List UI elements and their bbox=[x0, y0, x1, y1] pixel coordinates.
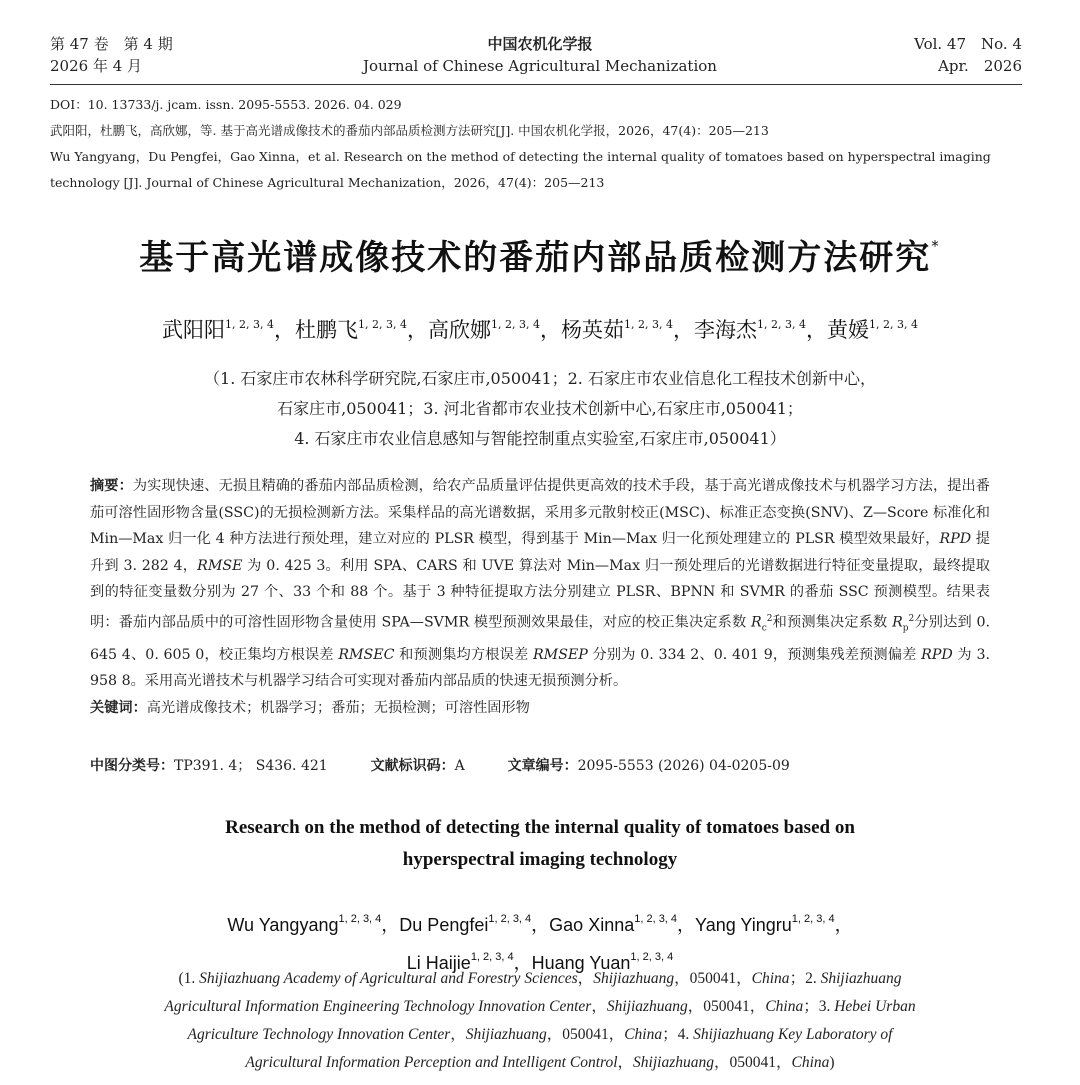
affiliation-en-run: Shijiazhuang bbox=[593, 970, 675, 987]
author-en-name: Huang Yuan bbox=[531, 953, 631, 973]
paper-title-cn-text: 基于高光谱成像技术的番茄内部品质检测方法研究 bbox=[139, 238, 932, 278]
abstract-block bbox=[90, 473, 990, 721]
authors-en-line-1 bbox=[0, 903, 1080, 941]
author-en-name: Li Haijie bbox=[406, 953, 471, 973]
abstract-term-rpd: RPD bbox=[939, 531, 972, 547]
author-separator: ， bbox=[540, 318, 561, 342]
citation-block bbox=[50, 92, 1022, 196]
author-cn-name: 杜鹏飞 bbox=[295, 318, 359, 342]
doc-code-value: A bbox=[454, 758, 465, 774]
abstract-term-rc: R bbox=[751, 614, 762, 631]
author-separator: ， bbox=[805, 318, 827, 342]
affiliation-en-run: ，050041， bbox=[674, 970, 752, 987]
affiliation-en-run: Shijiazhuang Key Laboratory of bbox=[693, 1026, 893, 1043]
author-cn-affil-marks: 1, 2, 3, 4 bbox=[868, 318, 918, 331]
author-en-name: Gao Xinna bbox=[549, 915, 635, 935]
affiliation-en-run: ，050041， bbox=[713, 1054, 792, 1071]
affiliation-en-run: Shijiazhuang bbox=[633, 1054, 714, 1071]
author-separator: ， bbox=[513, 953, 532, 973]
abstract-term-rpd-2: RPD bbox=[921, 646, 953, 663]
affiliation-en-line-4 bbox=[0, 1049, 1080, 1077]
header-vol-no: Vol. 47 No. 4 bbox=[914, 35, 1022, 53]
affiliation-en-run: Hebei Urban bbox=[834, 998, 916, 1015]
abstract-text: 分别达到 0. 645 4、0. 605 0，校正集均方根误差 bbox=[90, 614, 991, 663]
abstract-text: 提升到 3. 282 4， bbox=[90, 531, 990, 574]
affiliation-en-line-1 bbox=[0, 965, 1080, 993]
author-separator: ， bbox=[834, 915, 853, 935]
affiliation-en-run: ， bbox=[450, 1026, 466, 1043]
author-separator: ， bbox=[274, 318, 296, 342]
affiliation-en-run: Agriculture Technology Innovation Center bbox=[187, 1026, 451, 1043]
header-date-en: Apr. 2026 bbox=[938, 57, 1022, 75]
affiliation-en-run: China bbox=[624, 1026, 663, 1043]
abstract-text: 和预测集均方根误差 bbox=[394, 646, 533, 663]
abstract-text: 和预测集决定系数 bbox=[772, 614, 893, 631]
author-separator: ， bbox=[407, 318, 429, 342]
paper-title-en-line-2: hyperspectral imaging technology bbox=[402, 849, 678, 870]
clc-label: 中图分类号： bbox=[90, 758, 174, 774]
journal-title-en: Journal of Chinese Agricultural Mechanization bbox=[363, 57, 717, 75]
affiliation-en-run: ， bbox=[617, 1054, 634, 1071]
author-cn-name: 高欣娜 bbox=[428, 318, 492, 342]
header-issue-info-en bbox=[914, 33, 1022, 77]
paper-title-cn bbox=[0, 230, 1080, 279]
title-footnote-mark: * bbox=[931, 237, 941, 255]
paper-title-en-line-1: Research on the method of detecting the internal quality of tomatoes based on bbox=[225, 817, 855, 838]
citation-cn: 武阳阳，杜鹏飞，高欣娜，等. 基于高光谱成像技术的番茄内部品质检测方法研究[J]. 中国农机化学报，2026，47(4)：205—213 bbox=[50, 123, 769, 138]
citation-en-line2: technology [J]. Journal of Chinese Agricultural Mechanization，2026，47(4)：205—213 bbox=[50, 175, 605, 190]
header-divider bbox=[50, 84, 1022, 85]
abstract-text: 为 0. 425 3。利用 SPA、CARS 和 UVE 算法对 Min—Max 归一预处理后的光谱数据进行特征变量提取，最终提取到的特征变量数分别为 27 个、33 个和 88 个。基于 3 种特征提取方法分别建立 PLSR、BPNN 和 SVMR 的番茄 SSC 预测模型。结果表明：番茄内部品质中的可溶性固形物含量使用 SPA—SVMR 模型预测效果最佳，对应的校正集决定系数 bbox=[90, 557, 990, 631]
author-en-affil-marks: 1, 2, 3, 4 bbox=[791, 913, 835, 925]
abstract-term-rp-sub: p bbox=[902, 623, 909, 634]
affiliation-en-run: China bbox=[751, 970, 790, 987]
author-separator: ， bbox=[672, 318, 694, 342]
author-en-name: Yang Yingru bbox=[695, 915, 792, 935]
affiliation-en-run: ) bbox=[829, 1054, 835, 1071]
author-separator: ， bbox=[677, 915, 696, 935]
affiliation-cn-line-2: 石家庄市,050041；3. 河北省都市农业技术创新中心,石家庄市,050041； bbox=[277, 399, 803, 418]
affiliation-en-run: Shijiazhuang bbox=[820, 970, 902, 987]
author-cn-name: 黄媛 bbox=[826, 318, 869, 342]
author-en-affil-marks: 1, 2, 3, 4 bbox=[470, 951, 514, 963]
affiliation-en-run: (1. bbox=[178, 970, 200, 987]
journal-title-cn: 中国农机化学报 bbox=[487, 35, 593, 53]
affiliation-cn-line-1: （1. 石家庄市农林科学研究院,石家庄市,050041；2. 石家庄市农业信息化工程技术创新中心， bbox=[204, 369, 876, 388]
header-date: 2026 年 4 月 bbox=[50, 57, 143, 75]
abstract-label: 摘要： bbox=[90, 478, 133, 494]
affiliation-en-run: ；4. bbox=[662, 1026, 694, 1043]
article-number-label: 文章编号： bbox=[507, 758, 578, 774]
affiliation-en-line-3 bbox=[0, 1021, 1080, 1049]
affiliation-en-run: Shijiazhuang bbox=[465, 1026, 547, 1043]
abstract-term-rmsep: RMSEP bbox=[533, 646, 588, 663]
author-cn-affil-marks: 1, 2, 3, 4 bbox=[756, 318, 806, 331]
author-cn-name: 李海杰 bbox=[693, 318, 757, 342]
paper-title-en bbox=[0, 812, 1080, 876]
author-separator: ， bbox=[381, 915, 400, 935]
abstract-term-rc-sub: c bbox=[761, 623, 767, 634]
abstract-term-rp: R bbox=[892, 614, 903, 631]
author-cn-name: 武阳阳 bbox=[162, 318, 226, 342]
affiliation-en-run: ，050041， bbox=[546, 1026, 625, 1043]
author-en-affil-marks: 1, 2, 3, 4 bbox=[630, 951, 674, 963]
keywords-label: 关键词： bbox=[90, 699, 147, 716]
affiliation-en-line-2 bbox=[0, 993, 1080, 1021]
authors-cn bbox=[0, 314, 1080, 344]
affiliation-cn-line-3: 4. 石家庄市农业信息感知与智能控制重点实验室,石家庄市,050041） bbox=[294, 429, 786, 448]
abstract-term-rmsec: RMSEC bbox=[338, 646, 395, 663]
affiliation-en-run: Shijiazhuang Academy of Agricultural and Forestry Sciences bbox=[199, 970, 578, 987]
doi-line: DOI：10. 13733/j. jcam. issn. 2095-5553. 2026. 04. 029 bbox=[50, 97, 402, 112]
author-en-name: Wu Yangyang bbox=[227, 915, 339, 935]
author-cn-affil-marks: 1, 2, 3, 4 bbox=[491, 318, 540, 331]
author-cn-affil-marks: 1, 2, 3, 4 bbox=[225, 318, 275, 331]
affiliation-en-run: China bbox=[791, 1054, 830, 1071]
abstract-term-rp-sup: 2 bbox=[908, 613, 915, 624]
clc-value: TP391. 4； S436. 421 bbox=[174, 758, 328, 774]
affiliations-en bbox=[0, 965, 1080, 1077]
author-en-name: Du Pengfei bbox=[399, 915, 489, 935]
affiliation-en-run: Shijiazhuang bbox=[606, 998, 688, 1015]
keywords-text: 高光谱成像技术；机器学习；番茄；无损检测；可溶性固形物 bbox=[146, 699, 530, 716]
author-cn-name: 杨英茹 bbox=[561, 318, 624, 342]
article-number-value: 2095-5553 (2026) 04-0205-09 bbox=[577, 758, 790, 774]
affiliation-en-run: ；2. bbox=[789, 970, 821, 987]
affiliation-en-run: China bbox=[765, 998, 804, 1015]
classification-line bbox=[90, 755, 790, 775]
author-cn-affil-marks: 1, 2, 3, 4 bbox=[358, 318, 408, 331]
affiliation-en-run: Agricultural Information Engineering Technology Innovation Center bbox=[164, 998, 592, 1015]
affiliation-en-run: Agricultural Information Perception and Intelligent Control bbox=[245, 1054, 618, 1071]
abstract-text: 为 3. 958 8。采用高光谱技术与机器学习结合可实现对番茄内部品质的快速无损预测分析。 bbox=[90, 646, 990, 690]
abstract-text: 分别为 0. 334 2、0. 401 9，预测集残差预测偏差 bbox=[587, 646, 922, 663]
abstract-term-rc-sup: 2 bbox=[766, 613, 773, 624]
citation-en-line1: Wu Yangyang，Du Pengfei，Gao Xinna，et al. Research on the method of detecting the internal quality of tomatoes based on hyperspectral imaging bbox=[50, 149, 991, 164]
author-separator: ， bbox=[531, 915, 550, 935]
affiliation-en-run: ；3. bbox=[803, 998, 835, 1015]
author-en-affil-marks: 1, 2, 3, 4 bbox=[488, 913, 532, 925]
abstract-text: 为实现快速、无损且精确的番茄内部品质检测，给农产品质量评估提供更高效的技术手段，基于高光谱成像技术与机器学习方法，提出番茄可溶性固形物含量(SSC)的无损检测新方法。采集样品的高光谱数据，采用多元散射校正(MSC)、标准正态变换(SNV)、Z—Score 标准化和 Min—Max 归一化 4 种方法进行预处理，建立对应的 PLSR 模型，得到基于 Min—Max 归一化预处理建立的 PLSR 模型效果最好， bbox=[90, 478, 990, 547]
keywords-line bbox=[90, 695, 990, 722]
doc-code-label: 文献标识码： bbox=[370, 758, 455, 774]
affiliation-en-run: ， bbox=[577, 970, 594, 987]
author-cn-affil-marks: 1, 2, 3, 4 bbox=[624, 318, 673, 331]
author-en-affil-marks: 1, 2, 3, 4 bbox=[338, 913, 382, 925]
abstract-term-rmse: RMSE bbox=[197, 557, 243, 574]
abstract-paragraph bbox=[90, 473, 990, 695]
author-en-affil-marks: 1, 2, 3, 4 bbox=[634, 913, 678, 925]
affiliation-en-run: ，050041， bbox=[687, 998, 766, 1015]
affiliation-en-run: ， bbox=[591, 998, 607, 1015]
header-volume-issue: 第 47 卷 第 4 期 bbox=[50, 35, 173, 53]
